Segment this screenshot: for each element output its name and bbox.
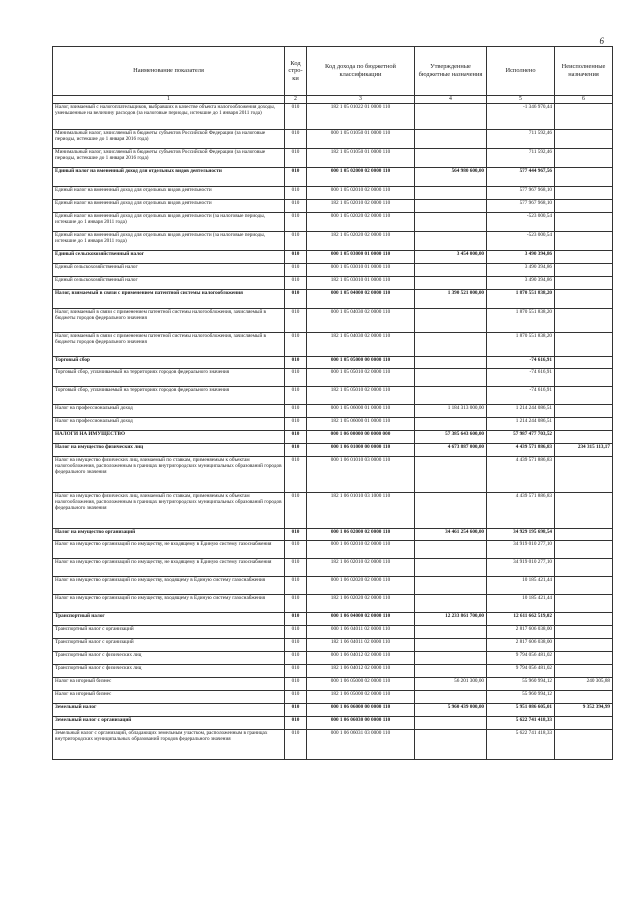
row-income-code: 182 1 05 04030 02 0000 110 [307,333,415,357]
table-body [53,104,613,760]
row-line-code: 010 [285,168,307,187]
row-income-code: 000 1 05 06000 01 0000 110 [307,405,415,418]
row-approved [415,457,487,493]
row-line-code: 010 [285,457,307,493]
row-executed: 3 490 394,86 [487,251,555,264]
row-executed: 711 592,46 [487,130,555,149]
row-name: Торговый сбор, уплачиваемый на территориях городов федерального значения [53,369,285,387]
row-name: Транспортный налог с организаций [53,639,285,652]
row-approved [415,149,487,168]
row-unexecuted [555,369,613,387]
row-executed: -74 616,91 [487,369,555,387]
table-row [53,213,613,232]
row-name: Торговый сбор, уплачиваемый на территориях городов федерального значения [53,387,285,405]
table-row [53,626,613,639]
row-line-code: 010 [285,387,307,405]
row-name: Транспортный налог [53,613,285,626]
table-row [53,717,613,730]
row-executed: -523 000,54 [487,232,555,251]
row-line-code: 010 [285,104,307,130]
row-line-code: 010 [285,595,307,613]
row-executed: -523 000,54 [487,213,555,232]
row-income-code: 182 1 06 01010 03 1000 110 [307,493,415,529]
header-code: Код стро-ки [285,47,307,96]
row-executed: 1 214 244 086,51 [487,405,555,418]
row-line-code: 010 [285,444,307,457]
row-approved [415,309,487,333]
row-unexecuted [555,357,613,369]
row-unexecuted: 240 305,88 [555,678,613,691]
row-executed: 2 817 606 038,00 [487,639,555,652]
row-income-code: 182 1 06 04012 02 0000 110 [307,665,415,678]
row-name: Налог на имущество организаций по имуществу, не входящему в Единую систему газоснабжения [53,559,285,577]
table-row [53,678,613,691]
row-name: Земельный налог [53,704,285,717]
table-row [53,168,613,187]
row-income-code: 000 1 05 02020 02 0000 110 [307,213,415,232]
row-name: Налог на профессиональный доход [53,418,285,431]
table-row [53,541,613,559]
row-unexecuted [555,595,613,613]
header-name: Наименование показателя [53,47,285,96]
row-name: Минимальный налог, зачисляемый в бюджеты субъектов Российской Федерации (за налоговые периоды, истекшие до 1 января 2016 года) [53,130,285,149]
table-row [53,369,613,387]
row-executed: 577 444 967,56 [487,168,555,187]
row-unexecuted [555,541,613,559]
row-approved [415,717,487,730]
row-line-code: 010 [285,639,307,652]
row-executed: 1 870 551 838,20 [487,309,555,333]
table-row [53,200,613,213]
row-name: Единый налог на вмененный доход для отдельных видов деятельности [53,187,285,200]
row-executed: 4 439 571 886,83 [487,444,555,457]
row-unexecuted [555,264,613,277]
row-unexecuted [555,251,613,264]
row-line-code: 010 [285,559,307,577]
table-row [53,405,613,418]
row-line-code: 010 [285,493,307,529]
table-row [53,529,613,541]
row-income-code: 000 1 05 05000 00 0000 110 [307,357,415,369]
row-unexecuted [555,213,613,232]
row-unexecuted [555,457,613,493]
row-approved: 1 184 313 000,00 [415,405,487,418]
row-name: Единый сельскохозяйственный налог [53,277,285,290]
row-executed: 12 611 662 519,02 [487,613,555,626]
table-row [53,333,613,357]
row-approved [415,577,487,595]
row-approved [415,104,487,130]
row-executed: 5 622 741 418,33 [487,717,555,730]
column-number: 3 [307,96,415,104]
row-executed: 5 951 086 605,01 [487,704,555,717]
table-row [53,251,613,264]
row-name: Налог на имущество организаций по имуществу, входящему в Единую систему газоснабжения [53,595,285,613]
page-number: 6 [599,36,604,46]
row-executed: 711 592,46 [487,149,555,168]
row-executed: 2 817 606 038,00 [487,626,555,639]
row-income-code: 000 1 06 06000 00 0000 110 [307,704,415,717]
row-line-code: 010 [285,232,307,251]
row-approved [415,665,487,678]
row-approved: 12 233 861 700,00 [415,613,487,626]
row-approved: 5 960 439 000,00 [415,704,487,717]
row-executed: 3 490 394,86 [487,264,555,277]
row-approved [415,130,487,149]
row-name: Единый сельскохозяйственный налог [53,264,285,277]
row-name: Налог, взимаемый в связи с применением патентной системы налогообложения [53,290,285,309]
row-line-code: 010 [285,691,307,704]
row-name: Единый налог на вмененный доход для отдельных видов деятельности (за налоговые периоды, истекшие до 1 января 2011 года) [53,213,285,232]
row-income-code: 182 1 06 04011 02 0000 110 [307,639,415,652]
table-row [53,187,613,200]
row-line-code: 010 [285,357,307,369]
column-number: 6 [555,96,613,104]
row-line-code: 010 [285,264,307,277]
row-income-code: 000 1 06 05000 02 0000 110 [307,678,415,691]
table-row [53,639,613,652]
row-executed: 34 919 010 277,10 [487,541,555,559]
row-unexecuted: 234 315 113,17 [555,444,613,457]
row-approved [415,387,487,405]
row-executed: 4 439 571 886,83 [487,493,555,529]
table-row [53,704,613,717]
table-row [53,149,613,168]
row-executed: 5 622 741 418,33 [487,730,555,760]
row-unexecuted [555,232,613,251]
table-row [53,613,613,626]
row-approved [415,639,487,652]
row-approved [415,652,487,665]
row-unexecuted [555,168,613,187]
row-line-code: 010 [285,704,307,717]
row-name: Единый налог на вмененный доход для отдельных видов деятельности [53,168,285,187]
row-line-code: 010 [285,418,307,431]
row-approved: 57 385 643 600,00 [415,431,487,444]
row-name: Единый налог на вмененный доход для отдельных видов деятельности (за налоговые периоды, истекшие до 1 января 2011 года) [53,232,285,251]
row-unexecuted [555,665,613,678]
table-row [53,431,613,444]
row-executed: 57 987 477 703,52 [487,431,555,444]
row-line-code: 010 [285,678,307,691]
row-approved: 4 673 887 000,00 [415,444,487,457]
row-unexecuted [555,149,613,168]
row-line-code: 010 [285,529,307,541]
column-number-row [53,96,613,104]
row-unexecuted: 9 352 394,99 [555,704,613,717]
row-income-code: 000 1 05 03000 01 0000 110 [307,251,415,264]
row-name: Единый налог на вмененный доход для отдельных видов деятельности [53,200,285,213]
column-number: 5 [487,96,555,104]
row-line-code: 010 [285,626,307,639]
row-executed: 4 439 571 886,83 [487,457,555,493]
row-unexecuted [555,309,613,333]
table-row [53,652,613,665]
row-line-code: 010 [285,213,307,232]
row-income-code: 182 1 05 02010 02 0000 110 [307,200,415,213]
row-executed: 1 214 244 086,51 [487,418,555,431]
row-executed: 34 929 195 698,54 [487,529,555,541]
table-row [53,730,613,760]
row-name: Торговый сбор [53,357,285,369]
row-approved [415,595,487,613]
row-executed: -74 616,91 [487,357,555,369]
row-line-code: 010 [285,187,307,200]
row-line-code: 010 [285,730,307,760]
row-unexecuted [555,613,613,626]
row-income-code: 000 1 06 06030 00 0000 110 [307,717,415,730]
table-row [53,130,613,149]
row-line-code: 010 [285,405,307,418]
row-approved [415,187,487,200]
row-income-code: 182 1 05 02020 02 0000 110 [307,232,415,251]
row-line-code: 010 [285,369,307,387]
row-unexecuted [555,559,613,577]
row-unexecuted [555,730,613,760]
row-income-code: 000 1 06 02000 02 0000 110 [307,529,415,541]
row-approved [415,333,487,357]
row-approved [415,418,487,431]
row-approved: 3 454 000,00 [415,251,487,264]
table-row [53,387,613,405]
row-approved [415,232,487,251]
row-income-code: 000 1 05 01050 01 0000 110 [307,130,415,149]
row-unexecuted [555,104,613,130]
row-approved [415,493,487,529]
table-row [53,277,613,290]
row-name: Минимальный налог, зачисляемый в бюджеты субъектов Российской Федерации (за налоговые периоды, истекшие до 1 января 2016 года) [53,149,285,168]
row-executed: 1 870 551 838,20 [487,333,555,357]
row-approved [415,730,487,760]
row-line-code: 010 [285,541,307,559]
row-unexecuted [555,290,613,309]
row-approved [415,626,487,639]
header-income-code: Код дохода по бюджетной классификации [307,47,415,96]
row-name: Налог на имущество физических лиц [53,444,285,457]
column-number: 2 [285,96,307,104]
column-number: 4 [415,96,487,104]
row-unexecuted [555,405,613,418]
row-income-code: 000 1 05 02000 02 0000 110 [307,168,415,187]
row-approved [415,559,487,577]
row-income-code: 182 1 05 01050 01 0000 110 [307,149,415,168]
row-unexecuted [555,639,613,652]
row-unexecuted [555,717,613,730]
row-line-code: 010 [285,251,307,264]
row-line-code: 010 [285,717,307,730]
row-income-code: 182 1 05 06000 01 0000 110 [307,418,415,431]
row-name: Транспортный налог с физических лиц [53,665,285,678]
row-income-code: 000 1 06 04011 02 0000 110 [307,626,415,639]
row-unexecuted [555,652,613,665]
row-unexecuted [555,626,613,639]
row-name: Единый сельскохозяйственный налог [53,251,285,264]
row-line-code: 010 [285,665,307,678]
row-unexecuted [555,200,613,213]
row-name: НАЛОГИ НА ИМУЩЕСТВО [53,431,285,444]
row-unexecuted [555,577,613,595]
row-income-code: 000 1 06 01010 03 0000 110 [307,457,415,493]
row-line-code: 010 [285,309,307,333]
row-executed: 9 794 056 481,02 [487,665,555,678]
row-executed: 3 490 394,86 [487,277,555,290]
column-number: 1 [53,96,285,104]
row-line-code: 010 [285,200,307,213]
row-approved [415,541,487,559]
row-approved [415,369,487,387]
row-income-code: 000 1 06 04000 02 0000 110 [307,613,415,626]
row-name: Налог на имущество физических лиц, взимаемый по ставкам, применяемым к объектам налогообложения, расположенным в границах внутригородских муниципальных образований городов федерального значения [53,457,285,493]
row-name: Налог на имущество организаций по имуществу, входящему в Единую систему газоснабжения [53,577,285,595]
row-name: Транспортный налог с организаций [53,626,285,639]
row-income-code: 000 1 06 04012 02 0000 110 [307,652,415,665]
row-line-code: 010 [285,613,307,626]
table-row [53,264,613,277]
header-unexecuted: Неисполненные назначения [555,47,613,96]
row-approved: 34 461 254 600,00 [415,529,487,541]
row-line-code: 010 [285,431,307,444]
row-approved [415,264,487,277]
row-name: Налог на игорный бизнес [53,678,285,691]
row-unexecuted [555,387,613,405]
table-row [53,559,613,577]
row-name: Налог на имущество организаций по имуществу, не входящему в Единую систему газоснабжения [53,541,285,559]
row-line-code: 010 [285,290,307,309]
table-row [53,104,613,130]
row-executed: -74 616,91 [487,387,555,405]
row-name: Налог на профессиональный доход [53,405,285,418]
table-row [53,232,613,251]
table-row [53,444,613,457]
row-unexecuted [555,418,613,431]
row-unexecuted [555,277,613,290]
row-executed: 1 870 551 838,20 [487,290,555,309]
row-name: Налог, взимаемый с налогоплательщиков, выбравших в качестве объекта налогообложения доходы, уменьшенные на величину расходов (за налоговые периоды, истекшие до 1 января 2011 года) [53,104,285,130]
row-line-code: 010 [285,577,307,595]
table-row [53,457,613,493]
row-income-code: 000 1 06 02020 02 0000 110 [307,577,415,595]
row-unexecuted [555,493,613,529]
row-line-code: 010 [285,277,307,290]
row-approved: 564 980 600,00 [415,168,487,187]
table-row [53,595,613,613]
table-row [53,665,613,678]
row-income-code: 182 1 06 05000 02 0000 110 [307,691,415,704]
row-name: Налог на имущество организаций [53,529,285,541]
table-row [53,290,613,309]
row-executed: 9 794 056 481,02 [487,652,555,665]
row-unexecuted [555,187,613,200]
row-executed: 55 960 994,12 [487,678,555,691]
row-income-code: 182 1 05 03010 01 0000 110 [307,277,415,290]
table-row [53,577,613,595]
row-executed: 577 967 968,10 [487,200,555,213]
row-name: Транспортный налог с физических лиц [53,652,285,665]
row-income-code: 000 1 05 05010 02 0000 110 [307,369,415,387]
row-unexecuted [555,333,613,357]
row-unexecuted [555,130,613,149]
row-approved [415,691,487,704]
header-approved: Утвержденные бюджетные назначения [415,47,487,96]
row-executed: 34 919 010 277,10 [487,559,555,577]
row-income-code: 000 1 06 02010 02 0000 110 [307,541,415,559]
table-row [53,418,613,431]
row-approved [415,277,487,290]
row-executed: 55 960 994,12 [487,691,555,704]
row-name: Земельный налог с организаций, обладающих земельным участком, расположенным в границах внутригородских муниципальных образований городов федерального значения [53,730,285,760]
row-name: Земельный налог с организаций [53,717,285,730]
row-income-code: 000 1 05 02010 02 0000 110 [307,187,415,200]
row-income-code: 000 1 05 03010 01 0000 110 [307,264,415,277]
row-unexecuted [555,529,613,541]
row-name: Налог на имущество физических лиц, взимаемый по ставкам, применяемым к объектам налогообложения, расположенным в границах внутригородских муниципальных образований городов федерального значения [53,493,285,529]
row-approved [415,213,487,232]
row-approved [415,200,487,213]
row-line-code: 010 [285,149,307,168]
row-income-code: 000 1 06 01000 00 0000 110 [307,444,415,457]
row-income-code: 182 1 05 01022 01 0000 110 [307,104,415,130]
row-income-code: 000 1 06 06031 03 0000 110 [307,730,415,760]
header-executed: Исполнено [487,47,555,96]
row-income-code: 000 1 06 00000 00 0000 000 [307,431,415,444]
table-row [53,357,613,369]
row-approved: 1 390 521 000,00 [415,290,487,309]
row-line-code: 010 [285,333,307,357]
row-name: Налог, взимаемый в связи с применением патентной системы налогообложения, зачисляемый в бюджеты городов федерального значения [53,309,285,333]
table-header [53,47,613,96]
table-row [53,691,613,704]
row-income-code: 000 1 05 04000 02 0000 110 [307,290,415,309]
row-executed: -1 346 970,44 [487,104,555,130]
row-approved [415,357,487,369]
row-executed: 10 185 421,44 [487,595,555,613]
table-row [53,493,613,529]
row-unexecuted [555,431,613,444]
row-income-code: 182 1 05 05010 02 0000 110 [307,387,415,405]
row-line-code: 010 [285,652,307,665]
row-executed: 577 967 968,10 [487,187,555,200]
income-report-table [52,46,613,760]
row-approved: 56 201 300,00 [415,678,487,691]
row-executed: 10 185 421,44 [487,577,555,595]
table-row [53,309,613,333]
row-name: Налог, взимаемый в связи с применением патентной системы налогообложения, зачисляемый в бюджеты городов федерального значения [53,333,285,357]
row-income-code: 182 1 06 02020 02 0000 110 [307,595,415,613]
row-income-code: 000 1 05 04030 02 0000 110 [307,309,415,333]
row-unexecuted [555,691,613,704]
row-name: Налог на игорный бизнес [53,691,285,704]
row-line-code: 010 [285,130,307,149]
row-income-code: 182 1 06 02010 02 0000 110 [307,559,415,577]
